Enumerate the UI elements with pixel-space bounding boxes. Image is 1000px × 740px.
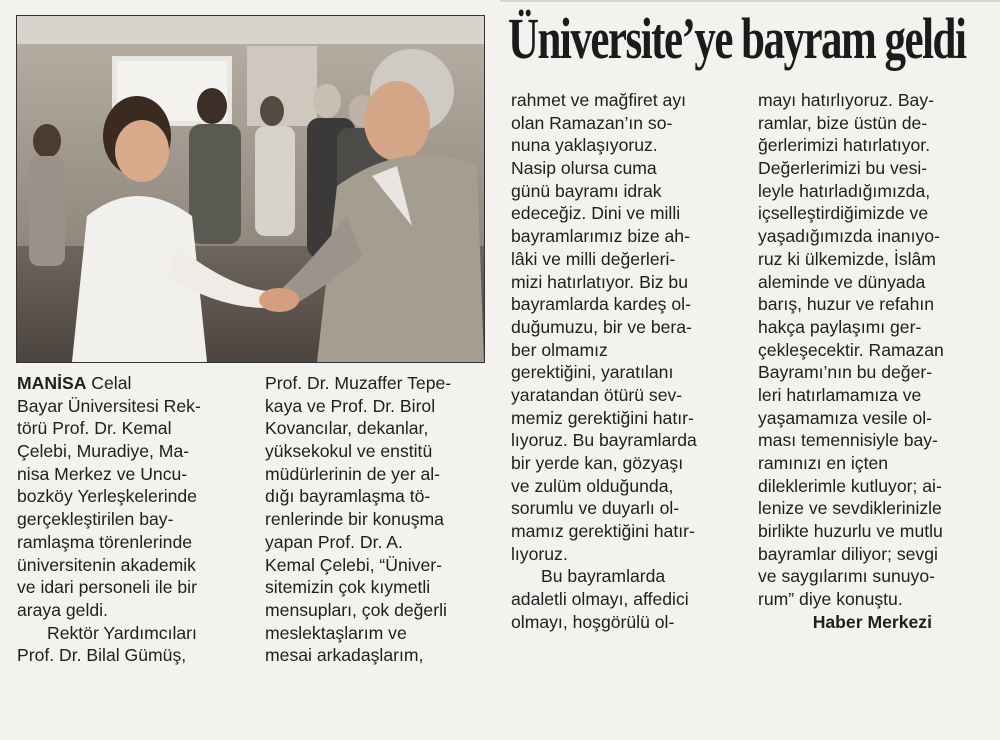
text-line: hakça paylaşımı ger- <box>758 316 922 337</box>
text-line: bayramlarda kardeş ol- <box>511 294 691 315</box>
text-line: meslektaşlarım ve <box>265 622 407 643</box>
text-line: mamız gerektiğini hatır- <box>511 521 695 542</box>
text-line: nisa Merkez ve Uncu- <box>17 463 188 484</box>
text-line: gerçekleştirilen bay- <box>17 509 174 530</box>
text-line: sorumlu ve duyarlı ol- <box>511 498 680 519</box>
text-line: ve idari personeli ile bir <box>17 577 197 598</box>
text-line: dileklerimle kutluyor; ai- <box>758 475 942 496</box>
text-line: barış, huzur ve refahın <box>758 294 935 315</box>
text-line: adaletli olmayı, affedici <box>511 589 689 610</box>
text-line: yaşamamıza vesile ol- <box>758 407 933 428</box>
text-line: Bayar Üniversitesi Rek- <box>17 395 201 416</box>
text-line: MANİSA Celal <box>17 373 132 393</box>
text-line: aleminde ve dünyada <box>758 271 926 292</box>
text-line: Nasip olursa cuma <box>511 158 657 179</box>
text-line: ramlar, bize üstün de- <box>758 112 928 133</box>
article-column-4 <box>758 89 994 634</box>
text-line: müdürlerinin de yer al- <box>265 463 441 484</box>
text-line: Kemal Çelebi, “Üniver- <box>265 554 442 575</box>
text-line: memiz gerektiğini hatır- <box>511 407 694 428</box>
dateline: MANİSA <box>17 373 87 393</box>
text-line: lıyoruz. Bu bayramlarda <box>511 430 697 451</box>
article-photo <box>16 15 485 363</box>
text-line: yüksekokul ve enstitü <box>265 441 433 462</box>
text-line: bayramlarımız bize ah- <box>511 226 690 247</box>
text-line: rum” diye konuştu. <box>758 589 903 610</box>
text-line: yaşadığımızda inanıyo- <box>758 226 940 247</box>
text-line: olan Ramazan’ın so- <box>511 112 673 133</box>
text-line: ğerlerimizi hatırlatıyor. <box>758 135 931 156</box>
text-line: birlikte huzurlu ve mutlu <box>758 521 943 542</box>
text-line: Rektör Yardımcıları <box>47 622 197 643</box>
text-line: bayramlar diliyor; sevgi <box>758 543 938 564</box>
text-line: mesai arkadaşlarım, <box>265 645 424 666</box>
text-line: lâki ve milli değerleri- <box>511 248 676 269</box>
text-line: yapan Prof. Dr. A. <box>265 531 403 552</box>
text-line: edeceğiz. Dini ve milli <box>511 203 681 224</box>
text-line: bozköy Yerleşkelerinde <box>17 486 197 507</box>
text-line: ve saygılarımı sunuyo- <box>758 566 935 587</box>
text-line: leyle hatırladığımızda, <box>758 180 931 201</box>
text-line: günü bayramı idrak <box>511 180 662 201</box>
text-line: mensupları, çok değerli <box>265 599 447 620</box>
text-line: lenize ve sevdiklerinizle <box>758 498 942 519</box>
text-line: Prof. Dr. Muzaffer Tepe- <box>265 373 452 393</box>
text-line: ramlaşma törenlerinde <box>17 531 193 552</box>
text-line: leri hatırlamamıza ve <box>758 384 922 405</box>
text-line: Kovancılar, dekanlar, <box>265 418 429 439</box>
text-line: nuna yaklaşıyoruz. <box>511 135 658 156</box>
text-line: dığı bayramlaşma tö- <box>265 486 431 507</box>
text-line: araya geldi. <box>17 599 108 620</box>
text-line: üniversitenin akademik <box>17 554 196 575</box>
text-line: Çelebi, Muradiye, Ma- <box>17 441 190 462</box>
text-line: yaratandan ötürü sev- <box>511 384 683 405</box>
text-line: mizi hatırlatıyor. Biz bu <box>511 271 688 292</box>
text-line: gerektiğini, yaratılanı <box>511 362 674 383</box>
text-line: ruz ki ülkemizde, İslâm <box>758 248 936 269</box>
text-line: ramınızı en içten <box>758 453 889 473</box>
byline: Haber Merkezi <box>812 611 932 632</box>
text-line: kaya ve Prof. Dr. Birol <box>265 395 436 416</box>
text-line: renlerinde bir konuşma <box>265 509 444 530</box>
text-line: törü Prof. Dr. Kemal <box>17 418 172 439</box>
text-line: duğumuzu, bir ve bera- <box>511 316 692 337</box>
text-line: bir yerde kan, gözyaşı <box>511 453 684 473</box>
headline: Üniversite’ye bayram geldi <box>508 6 966 71</box>
article-column-3 <box>511 89 743 634</box>
text-line: Değerlerimizi bu vesi- <box>758 158 928 179</box>
text-line: ve zulüm olduğunda, <box>511 475 674 496</box>
text-line: Prof. Dr. Bilal Gümüş, <box>17 645 187 666</box>
text-line: rahmet ve mağfiret ayı <box>511 90 687 110</box>
text-line: içselleştirdiğimizde ve <box>758 203 929 224</box>
text-line: ber olmamız <box>511 339 608 360</box>
text-line: lıyoruz. <box>511 543 568 564</box>
text-line: çekleşecektir. Ramazan <box>758 339 944 360</box>
text-line: Bayramı’nın bu değer- <box>758 362 933 383</box>
article-column-2 <box>265 372 497 667</box>
text-line: mayı hatırlıyoruz. Bay- <box>758 90 934 110</box>
text-line: ması temennisiyle bay- <box>758 430 938 451</box>
top-rule <box>500 0 1000 2</box>
text-line: olmayı, hoşgörülü ol- <box>511 611 675 632</box>
article-column-1 <box>17 372 249 667</box>
handshake-photo-illustration <box>17 16 484 362</box>
text-line: Bu bayramlarda <box>541 566 666 587</box>
text-line: sitemizin çok kıymetli <box>265 577 431 598</box>
